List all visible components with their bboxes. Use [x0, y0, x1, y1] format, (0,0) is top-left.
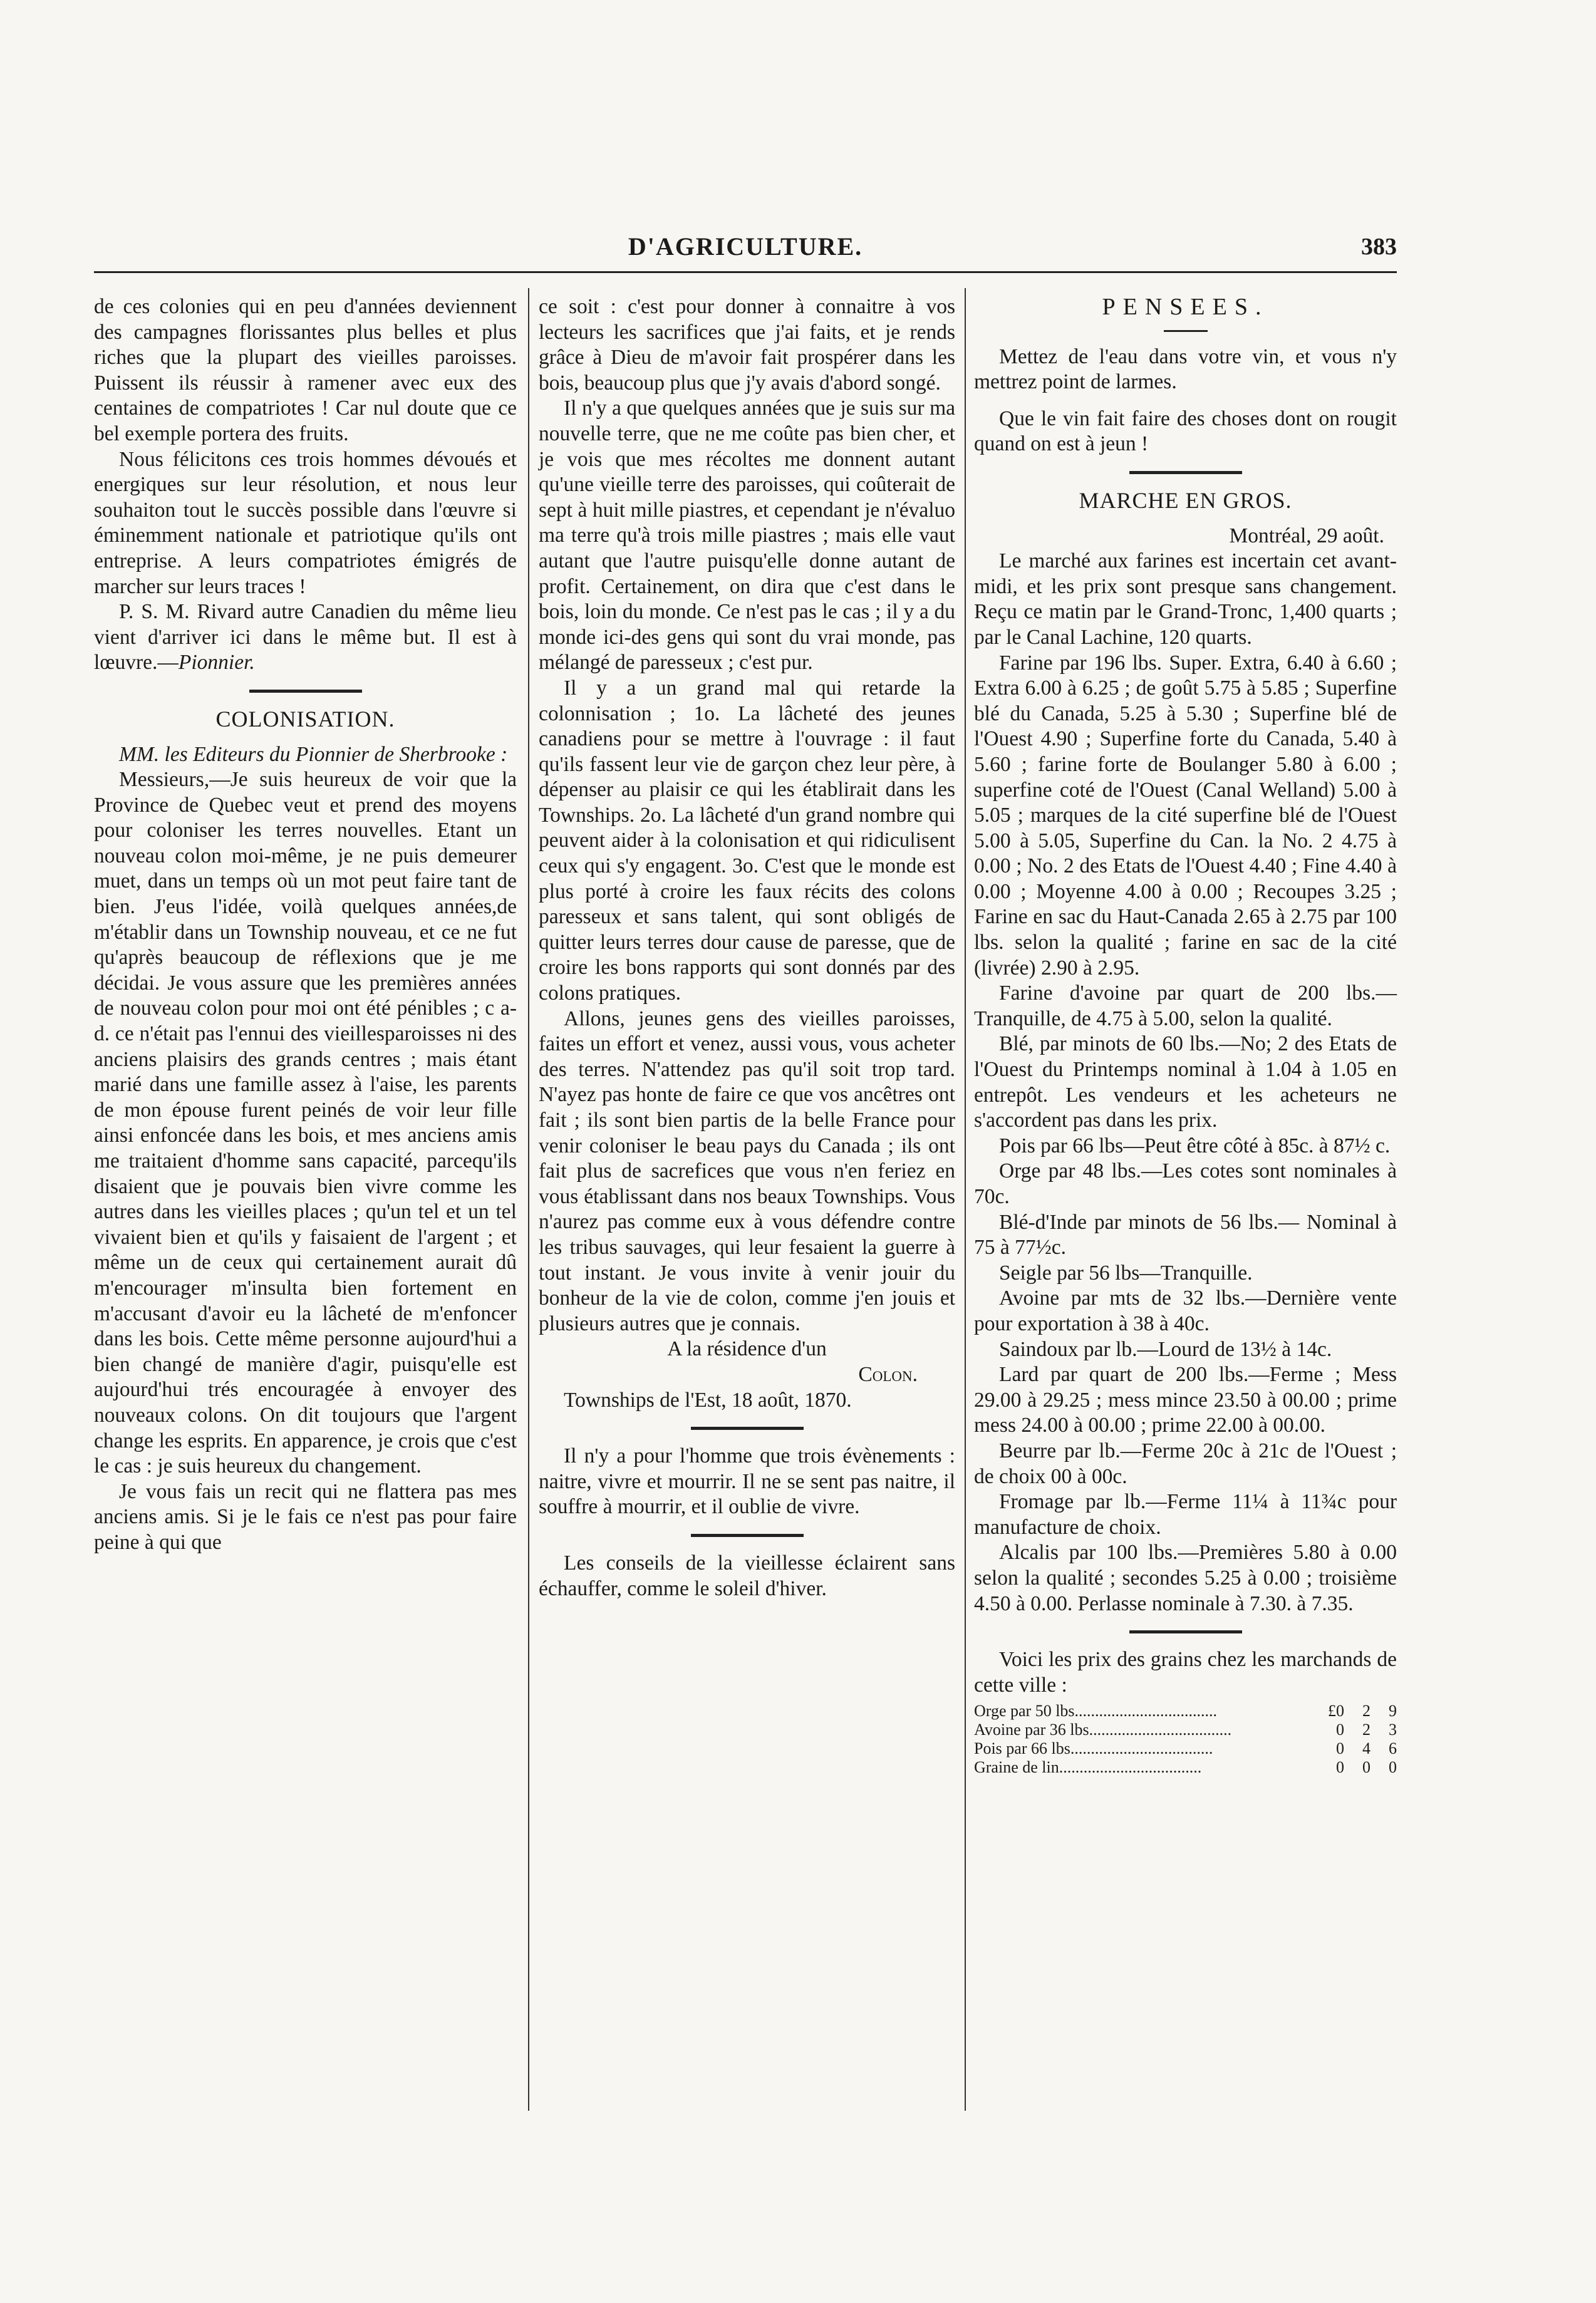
grain-price-table	[974, 1702, 1397, 1777]
col1-paragraph: de ces colonies qui en peu d'années deviennent des campagnes florissantes plus belles et plus riches que la plupart des vieilles paroisses. Puissent ils réussir à ramener avec eux des centaines de compatriotes ! Car nul doute que ce bel exemple portera des fruits.	[94, 295, 517, 445]
grain-price-row	[974, 1702, 1397, 1721]
grain-price-row	[974, 1758, 1397, 1777]
price-pence: 6	[1389, 1739, 1397, 1758]
market-paragraph: Farine d'avoine par quart de 200 lbs.—Tranquille, de 4.75 à 5.00, selon la qualité.	[974, 981, 1397, 1030]
column-divider-1	[528, 288, 529, 2111]
col1-paragraph: Nous félicitons ces trois hommes dévoués et energiques sur leur résolution, et nous leur souhaiton tout le succès possible dans l'œuvre si éminemment nationale et patriotique qu'ils ont entreprise. A leurs compatriotes émigrés de marcher sur leurs traces !	[94, 447, 517, 598]
pensees-heading: PENSEES.	[1102, 294, 1269, 320]
dateline: Townships de l'Est, 18 août, 1870.	[564, 1388, 852, 1412]
source-credit: Pionnier.	[178, 651, 255, 675]
price-pence: 0	[1389, 1758, 1397, 1777]
col1-paragraph	[94, 599, 517, 676]
column-2	[539, 294, 955, 1602]
market-paragraph: Blé, par minots de 60 lbs.—No; 2 des Etats de l'Ouest du Printemps nominal à 1.04 à 1.05 en entrepôt. Les vendeurs et les acheteurs ne s'accordent pas dans les prix.	[974, 1032, 1397, 1132]
page-number: 383	[1361, 234, 1397, 260]
grain-label: Avoine par 36 lbs...................................	[974, 1721, 1232, 1739]
col2-paragraph: Il y a un grand mal qui retarde la colonnisation ; 1o. La lâcheté des jeunes canadiens pour se mettre à l'ouvrage : il faut qu'ils fassent leur vie de garçon chez leur père, à dépenser au plaisir ce qui les établirait dans les Townships. 2o. La lâcheté d'un grand nombre qui peuvent aider à la colonisation et qui ridiculisent ceux qui s'y engagent. 3o. C'est que le monde est plus porté à croire les faux récits des colons paresseux et sans talent, qui sont obligés de quitter leurs terres dour cause de paresse, que de croire les bons rapports qui sont donnés par des colons pratiques.	[539, 676, 955, 1005]
price-pounds: 0	[1336, 1721, 1344, 1739]
grains-intro: Voici les prix des grains chez les marchands de cette ville :	[974, 1648, 1397, 1697]
market-paragraph: Lard par quart de 200 lbs.—Ferme ; Mess 29.00 à 29.25 ; mess mince 23.50 à 00.00 ; prime mess 24.00 à 00.00 ; prime 22.00 à 00.00.	[974, 1363, 1397, 1437]
section-separator	[691, 1427, 804, 1430]
market-paragraph: Blé-d'Inde par minots de 56 lbs.— Nominal à 75 à 77½c.	[974, 1210, 1397, 1260]
pensee: Que le vin fait faire des choses dont on rougit quand on est à jeun !	[974, 406, 1397, 456]
col2-paragraph: ce soit : c'est pour donner à connaitre à vos lecteurs les sacrifices que j'ai faits, et je rends grâce à Dieu de m'avoir fait prospérer dans les bois, beaucoup plus que j'y avais d'abord songé.	[539, 295, 955, 395]
short-separator	[1164, 330, 1208, 332]
signature: Colon.	[858, 1362, 918, 1386]
price-shillings: 4	[1362, 1739, 1371, 1758]
postscript-text: P. S. M. Rivard autre Canadien du même lieu vient d'arriver ici dans le même but. Il est à lœuvre.—	[94, 600, 517, 675]
price-shillings: 2	[1362, 1702, 1371, 1721]
price-shillings: 0	[1362, 1758, 1371, 1777]
col1-paragraph: Messieurs,—Je suis heureux de voir que la Province de Quebec veut et prend des moyens pour coloniser les terres nouvelles. Etant un nouveau colon moi-même, je ne puis demeurer muet, dans un temps où un mot peut faire tant de bien. J'eus l'idée, voilà quelques années,de m'établir dans un Township nouveau, et ce ne fut qu'après beaucoup de réflexions que je me décidai. Je vous assure que les premières années de nouveau colon pour moi ont été pénibles ; c a-d. ce n'était pas l'ennui des vieillesparoisses ni des anciens plaisirs des grands centres ; mais étant marié dans une famille assez à l'aise, les parents de mon épouse furent peinés de voir leur fille ainsi enfoncée dans les bois, et mes anciens amis me traitaient d'homme sans capacité, parcequ'ils disaient que je pouvais bien vivre comme les autres dans les vieilles places ; qu'un tel et un tel vivaient bien et qu'ils y faisaient de l'argent ; et même un de ceux qui certainement aurait dû m'encourager m'insulta bien fortement en m'accusant d'avoir eu la lâcheté de m'enfoncer dans les bois. Cette même personne aujourd'hui a bien changé de manière d'agir, puisqu'elle est aujourd'hui trés encouragée à envoyer des nouveaux colons. On dit toujours que l'argent change les esprits. En apparence, je crois que c'est le cas : je suis heureux du changement.	[94, 768, 517, 1478]
market-paragraph: Avoine par mts de 32 lbs.—Dernière vente pour exportation à 38 à 40c.	[974, 1286, 1397, 1335]
residence-line: A la résidence d'un	[667, 1337, 827, 1361]
grain-label: Pois par 66 lbs...................................	[974, 1739, 1213, 1758]
grain-label: Graine de lin...................................	[974, 1758, 1202, 1777]
marche-heading: MARCHE EN GROS.	[1079, 487, 1292, 513]
letter-address: MM. les Editeurs du Pionnier de Sherbrooke :	[119, 742, 508, 766]
col2-paragraph: Allons, jeunes gens des vieilles paroisses, faites un effort et venez, aussi vous, vous acheter des terres. N'attendez pas qu'il soit trop tard. N'ayez pas honte de faire ce que vos ancêtres ont fait ; ils sont bien partis de la belle France pour venir coloniser le beau pays du Canada ; ils ont fait plus de sacrefices que vous n'en feriez en vous établissant dans nos beaux Townships. Vous n'aurez pas comme eux à vous défendre contre les tribus sauvages, qui leur fesaient la guerre à tout instant. Je vous invite à venir jouir du bonheur de la vie de colon, comme j'en jouis et plusieurs autres que je connais.	[539, 1007, 955, 1335]
column-3	[974, 294, 1397, 1777]
market-paragraph: Alcalis par 100 lbs.—Premières 5.80 à 0.00 selon la qualité ; secondes 5.25 à 0.00 ; troisième 4.50 à 0.00. Perlasse nominale à 7.30. à 7.35.	[974, 1541, 1397, 1615]
pensee: Mettez de l'eau dans votre vin, et vous n'y mettrez point de larmes.	[974, 344, 1397, 394]
price-pounds: £0	[1328, 1702, 1344, 1721]
header-rule	[94, 271, 1397, 273]
market-paragraph: Le marché aux farines est incertain cet avant-midi, et les prix sont presque sans changement. Reçu ce matin par le Grand-Tronc, 1,400 quarts ; par le Canal Lachine, 120 quarts.	[974, 549, 1397, 649]
market-paragraph: Seigle par 56 lbs—Tranquille.	[999, 1261, 1253, 1285]
market-paragraph: Fromage par lb.—Ferme 11¼ à 11¾c pour manufacture de choix.	[974, 1490, 1397, 1539]
page-header	[94, 232, 1397, 269]
market-paragraph: Beurre par lb.—Ferme 20c à 21c de l'Ouest ; de choix 00 à 00c.	[974, 1439, 1397, 1488]
running-title: D'AGRICULTURE.	[628, 232, 863, 261]
price-pounds: 0	[1336, 1758, 1344, 1777]
market-paragraph: Saindoux par lb.—Lourd de 13½ à 14c.	[999, 1337, 1332, 1361]
market-paragraph: Pois par 66 lbs—Peut être côté à 85c. à 87½ c.	[999, 1134, 1391, 1157]
price-pence: 3	[1389, 1721, 1397, 1739]
price-shillings: 2	[1362, 1721, 1371, 1739]
col2-paragraph: Il n'y a que quelques années que je suis sur ma nouvelle terre, que ne me coûte pas bien cher, et je vois que mes récoltes me donnent autant qu'une vieille terre des paroisses, qui coûterait de sept à huit mille piastres, et cependant je n'évaluo ma terre qu'à trois mille piastres ; mais elle vaut autant que l'autre puisqu'elle donne autant de profit. Certainement, on dira que c'est dans le bois, loin du monde. Ce n'est pas le cas ; il y a du monde ici-des gens qui sont du vrai monde, pas mélangé de paresseux ; c'est pur.	[539, 396, 955, 675]
grain-price-row	[974, 1721, 1397, 1739]
grain-price-row	[974, 1739, 1397, 1758]
market-paragraph: Orge par 48 lbs.—Les cotes sont nominales à 70c.	[974, 1159, 1397, 1208]
grain-label: Orge par 50 lbs...................................	[974, 1702, 1218, 1721]
section-separator	[1129, 471, 1242, 474]
section-separator	[249, 690, 362, 693]
col2-paragraph: Il n'y a pour l'homme que trois évènements : naitre, vivre et mourrir. Il ne se sent pas naitre, il souffre à mourrir, et il oublie de vivre.	[539, 1444, 955, 1519]
section-separator	[691, 1534, 804, 1537]
marche-date: Montréal, 29 août.	[1229, 524, 1384, 547]
market-paragraph: Farine par 196 lbs. Super. Extra, 6.40 à 6.60 ; Extra 6.00 à 6.25 ; de goût 5.75 à 5.85 ; Superfine blé du Canada, 5.25 à 5.30 ; Superfine blé de l'Ouest 4.90 ; Superfine forte du Canada, 5.40 à 5.60 ; farine forte de Boulanger 5.80 à 6.00 ; superfine coté de l'Ouest (Canal Welland) 5.00 à 5.05 ; marques de la cité superfine blé de l'Ouest 5.00 à 5.05, Superfine du Can. la No. 2 4.75 à 0.00 ; No. 2 des Etats de l'Ouest 4.40 ; Fine 4.40 à 0.00 ; Moyenne 4.00 à 0.00 ; Recoupes 3.25 ; Farine en sac du Haut-Canada 2.65 à 2.75 par 100 lbs. selon la qualité ; farine en sac de la cité (livrée) 2.90 à 2.95.	[974, 651, 1397, 980]
column-1	[94, 294, 517, 1556]
col2-paragraph: Les conseils de la vieillesse éclairent sans échauffer, comme le soleil d'hiver.	[539, 1551, 955, 1600]
colonisation-heading: COLONISATION.	[215, 706, 395, 732]
section-separator	[1129, 1630, 1242, 1633]
price-pence: 9	[1389, 1702, 1397, 1721]
price-pounds: 0	[1336, 1739, 1344, 1758]
col1-paragraph: Je vous fais un recit qui ne flattera pas mes anciens amis. Si je le fais ce n'est pas pour faire peine à qui que	[94, 1479, 517, 1554]
column-divider-2	[965, 288, 966, 2111]
